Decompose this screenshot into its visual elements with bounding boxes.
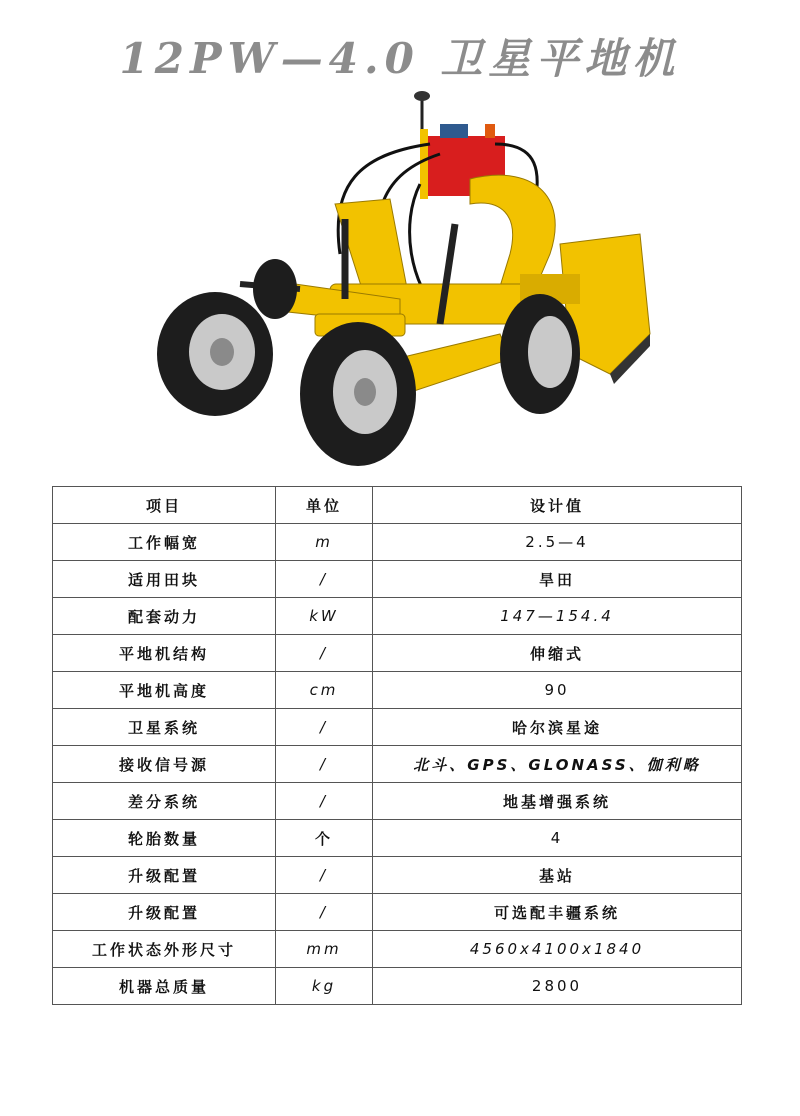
row-value: 4 (373, 820, 742, 857)
row-item: 接收信号源 (53, 746, 276, 783)
row-item: 升级配置 (53, 894, 276, 931)
table-row (53, 635, 742, 672)
row-unit: / (276, 709, 373, 746)
row-item: 卫星系统 (53, 709, 276, 746)
row-item: 机器总质量 (53, 968, 276, 1005)
row-value: 2.5—4 (373, 524, 742, 561)
machine-photo (140, 84, 660, 474)
row-unit: / (276, 561, 373, 598)
header-item: 项目 (53, 487, 276, 524)
header-value: 设计值 (373, 487, 742, 524)
row-unit: / (276, 894, 373, 931)
table-row (53, 931, 742, 968)
table-row (53, 894, 742, 931)
page-title: 12PW—4.0 卫星平地机 (119, 34, 681, 83)
row-item: 升级配置 (53, 857, 276, 894)
tire-front-icon (300, 322, 416, 466)
row-unit: 个 (276, 820, 373, 857)
row-item: 工作幅宽 (53, 524, 276, 561)
row-item: 平地机结构 (53, 635, 276, 672)
table-row (53, 672, 742, 709)
row-item: 工作状态外形尺寸 (53, 931, 276, 968)
spec-table (52, 486, 742, 1005)
table-row (53, 857, 742, 894)
row-value: 地基增强系统 (373, 783, 742, 820)
row-unit: / (276, 783, 373, 820)
row-item: 轮胎数量 (53, 820, 276, 857)
row-value: 伸缩式 (373, 635, 742, 672)
row-value: 旱田 (373, 561, 742, 598)
row-value: 哈尔滨星途 (373, 709, 742, 746)
row-unit: m (276, 524, 373, 561)
row-value: 北斗、GPS、GLONASS、伽利略 (373, 746, 742, 783)
row-item: 配套动力 (53, 598, 276, 635)
table-row (53, 561, 742, 598)
row-unit: / (276, 857, 373, 894)
row-unit: kg (276, 968, 373, 1005)
row-value: 2800 (373, 968, 742, 1005)
row-value: 基站 (373, 857, 742, 894)
row-unit: kW (276, 598, 373, 635)
row-item: 适用田块 (53, 561, 276, 598)
row-value: 147—154.4 (373, 598, 742, 635)
table-row (53, 783, 742, 820)
table-row (53, 709, 742, 746)
table-header-row (53, 487, 742, 524)
row-unit: cm (276, 672, 373, 709)
row-item: 差分系统 (53, 783, 276, 820)
row-value: 可选配丰疆系统 (373, 894, 742, 931)
header-unit: 单位 (276, 487, 373, 524)
table-row (53, 820, 742, 857)
table-row (53, 524, 742, 561)
tire-rear-left-icon (157, 292, 273, 416)
tire-rear-right-icon (500, 294, 580, 414)
table-row (53, 598, 742, 635)
table-row (53, 746, 742, 783)
row-unit: / (276, 746, 373, 783)
tire-small-icon (253, 259, 297, 319)
row-value: 4560x4100x1840 (373, 931, 742, 968)
table-row (53, 968, 742, 1005)
row-value: 90 (373, 672, 742, 709)
row-unit: / (276, 635, 373, 672)
row-unit: mm (276, 931, 373, 968)
row-item: 平地机高度 (53, 672, 276, 709)
